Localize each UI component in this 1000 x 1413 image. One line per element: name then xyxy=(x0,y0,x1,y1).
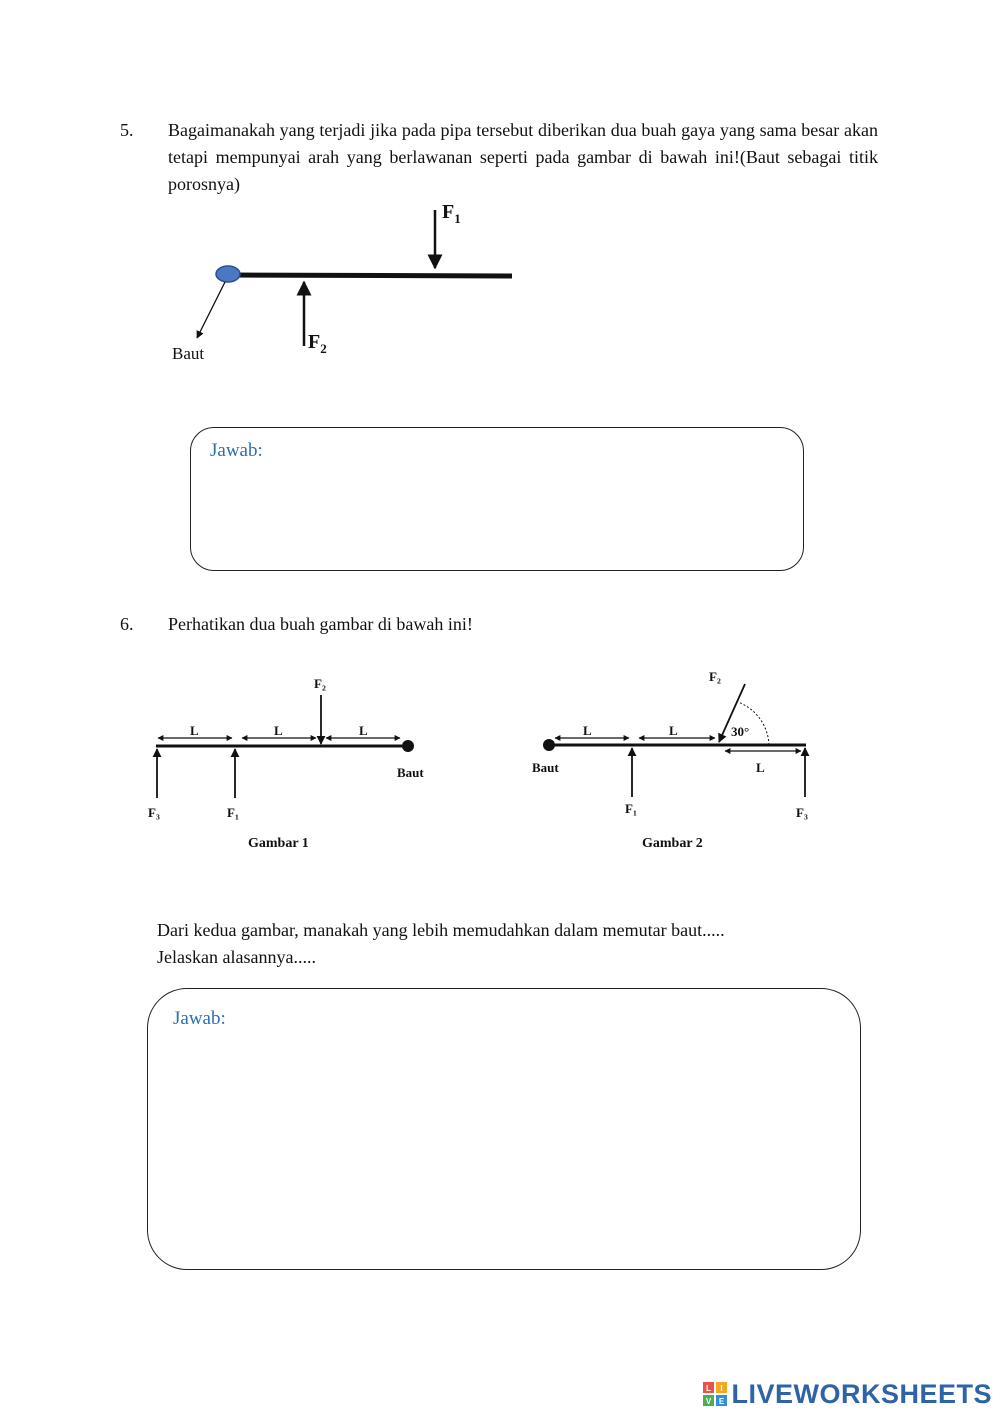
logo-letter-e: E xyxy=(719,1397,725,1406)
figure-2 xyxy=(525,660,825,860)
bolt-dot xyxy=(216,266,240,282)
bolt-label: Baut xyxy=(172,344,205,363)
figure-2-l-label-1: L xyxy=(583,723,592,738)
figure-1-bolt-dot xyxy=(402,740,414,752)
f1-subscript: 1 xyxy=(454,211,461,226)
figure-1-caption: Gambar 1 xyxy=(248,836,309,851)
figure-1-f1-label: F₁ xyxy=(227,805,239,820)
figure-2-l-label-3: L xyxy=(756,760,765,775)
figure-2-l-label-2: L xyxy=(669,723,678,738)
figure-1 xyxy=(140,665,450,860)
question-6-number: 6. xyxy=(120,614,134,634)
question-6-followup-line-2: Jelaskan alasannya..... xyxy=(157,947,316,967)
figure-2-bolt-dot xyxy=(543,739,555,751)
figure-2-f1-label: F₁ xyxy=(625,801,637,816)
f2-subscript: 2 xyxy=(320,341,327,356)
liveworksheets-logo xyxy=(703,1379,992,1409)
figure-1-l-label-1: L xyxy=(190,723,199,738)
question-6-text: Perhatikan dua buah gambar di bawah ini! xyxy=(168,614,473,634)
question-5-number: 5. xyxy=(120,120,134,140)
figure-2-caption: Gambar 2 xyxy=(642,836,703,851)
figure-2-angle-label: 30° xyxy=(731,724,750,739)
question-6-followup-line-1: Dari kedua gambar, manakah yang lebih memudahkan dalam memutar baut..... xyxy=(157,920,725,940)
liveworksheets-logo-icon xyxy=(703,1382,727,1406)
liveworksheets-brand-text: LIVEWORKSHEETS xyxy=(731,1378,992,1409)
figure-1-bolt-label: Baut xyxy=(397,765,424,780)
answer-label-6: Jawab: xyxy=(173,1008,226,1029)
f2-label: F xyxy=(308,331,321,353)
figure-1-f3-label: F₃ xyxy=(148,805,160,820)
f1-label: F xyxy=(442,201,455,223)
svg-text:F2 xyxy=(308,331,327,356)
bolt-pointer-arrow xyxy=(197,282,225,338)
figure-1-f2-label: F₂ xyxy=(314,676,326,691)
logo-letter-l: L xyxy=(706,1384,712,1393)
answer-box-5[interactable] xyxy=(190,427,804,571)
pipe-line xyxy=(230,275,512,276)
svg-text:F1 xyxy=(442,201,461,226)
figure-2-f3-label: F₃ xyxy=(796,805,808,820)
figure-2-bolt-label: Baut xyxy=(532,760,559,775)
question-5-text: Bagaimanakah yang terjadi jika pada pipa tersebut diberikan dua buah gaya yang sama besar akan tetapi mempunyai arah yang berlawanan seperti pada gambar di bawah ini!(Baut sebagai titik porosnya) xyxy=(168,120,878,194)
answer-label-5: Jawab: xyxy=(210,440,263,461)
figure-1-l-label-2: L xyxy=(274,723,283,738)
question-5-diagram xyxy=(150,190,550,370)
logo-letter-v: V xyxy=(706,1397,712,1406)
figure-1-l-label-3: L xyxy=(359,723,368,738)
figure-2-f2-label: F₂ xyxy=(709,669,721,684)
logo-letter-i: I xyxy=(720,1384,724,1393)
answer-box-6[interactable] xyxy=(147,988,861,1270)
